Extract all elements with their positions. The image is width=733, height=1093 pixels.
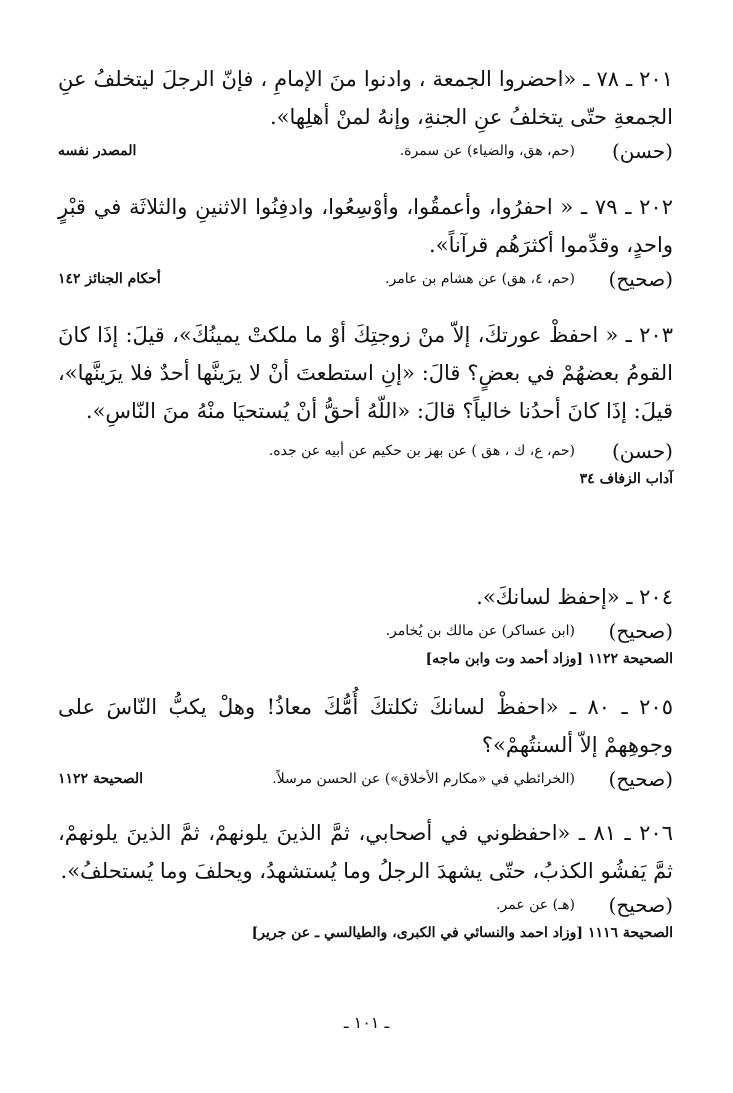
hadith-meta	[58, 264, 673, 296]
hadith-text: ٢٠٢ ـ ٧٩ ـ « احفرُوا، وأعمقُوا، وأوْسِعُوا، وادفِنُوا الاثنينِ والثلاثَة في قبْرٍ واحدٍ، وقدِّموا أكثرَهُم قرآناً».	[58, 195, 673, 257]
hadith-text: ٢٠٦ ـ ٨١ ـ «احفظوني في أصحابي، ثمَّ الذينَ يلونهمْ، ثمَّ الذينَ يلونهمْ، ثمَّ يَفشُو الكذبُ، حتّى يشهدَ الرجلُ وما يُستشهدُ، ويحلفَ وما يُستحلفُ».	[58, 821, 673, 883]
hadith-text: ٢٠٤ ـ «إحفظ لسانكَ».	[476, 585, 673, 609]
hadith-entry	[58, 814, 673, 944]
hadith-meta	[58, 764, 673, 796]
hadith-meta	[58, 616, 673, 648]
source-text: (الخرائطي في «مكارم الأخلاق») عن الحسن مرسلاً.	[272, 771, 575, 787]
hadith-meta	[58, 436, 673, 468]
hadith-meta	[58, 136, 673, 168]
hadith-text: ٢٠٣ ـ « احفظْ عورتكَ، إلاّ منْ زوجتِكَ أوْ ما ملكتْ يمينُكَ»، قيلَ: إذَا كانَ القومُ بعضهُمْ في بعضٍ؟ قالَ: «إنِ استطعتَ أنْ لا يرَينَّها أحدٌ فلا يرَينَّها»، قيلَ: إذَا كانَ أحدُنا خالياً؟ قالَ: «اللّهُ أحقُّ أنْ يُستحيَا منْهُ منَ النّاسِ».	[58, 323, 673, 423]
hadith-entry	[58, 688, 673, 796]
grade-label: (حسن)	[611, 139, 673, 163]
grade-label: (صحيح)	[608, 767, 673, 791]
reference-text: الصحيحة ١١٢٢ [وزاد أحمد وت وابن ماجه]	[425, 651, 673, 667]
grade-label: (صحيح)	[608, 893, 673, 917]
reference-text: أحكام الجنائز ١٤٢	[58, 271, 161, 287]
source-text: (هـ) عن عمر.	[496, 897, 575, 913]
source-text: (حم، هق، والضياء) عن سمرة.	[399, 143, 575, 159]
source-text: (ابن عساكر) عن مالك بن يُخامر.	[385, 623, 575, 639]
source-text: (حم، ٤، هق) عن هشام بن عامر.	[385, 271, 575, 287]
hadith-text: ٢٠١ ـ ٧٨ ـ «احضروا الجمعة ، وادنوا منَ الإمامِ ، فإنّ الرجلَ ليتخلفُ عنِ الجمعةِ حتّى يتخلفُ عنِ الجنةِ، وإنهُ لمنْ أهلِها».	[58, 67, 673, 129]
reference-text: الصحيحة ١١١٦ [وزاد احمد والنسائي في الكبرى، والطيالسي ـ عن جرير]	[251, 925, 673, 941]
grade-label: (حسن)	[611, 439, 673, 463]
grade-label: (صحيح)	[608, 619, 673, 643]
reference-text: الصحيحة ١١٢٢	[58, 771, 144, 787]
page-number: ـ ١٠١ ـ	[343, 1013, 390, 1032]
hadith-entry	[58, 188, 673, 296]
source-text: (حم، ع، ك ، هق ) عن بهز بن حكيم عن أبيه عن جده.	[268, 443, 575, 459]
reference-text: المصدر نفسه	[58, 143, 137, 159]
hadith-entry	[58, 578, 673, 670]
hadith-entry	[58, 316, 673, 490]
hadith-entry	[58, 60, 673, 168]
grade-label: (صحيح)	[608, 267, 673, 291]
hadith-meta	[58, 890, 673, 922]
hadith-text: ٢٠٥ ـ ٨٠ ـ «احفظْ لسانكَ ثكلتكَ أُمُّكَ معاذُ! وهلْ يكبُّ النّاسَ على وجوهِهمْ إلاّ ألسنتُهمْ»؟	[58, 695, 673, 757]
reference-text: آداب الزفاف ٣٤	[579, 471, 673, 487]
